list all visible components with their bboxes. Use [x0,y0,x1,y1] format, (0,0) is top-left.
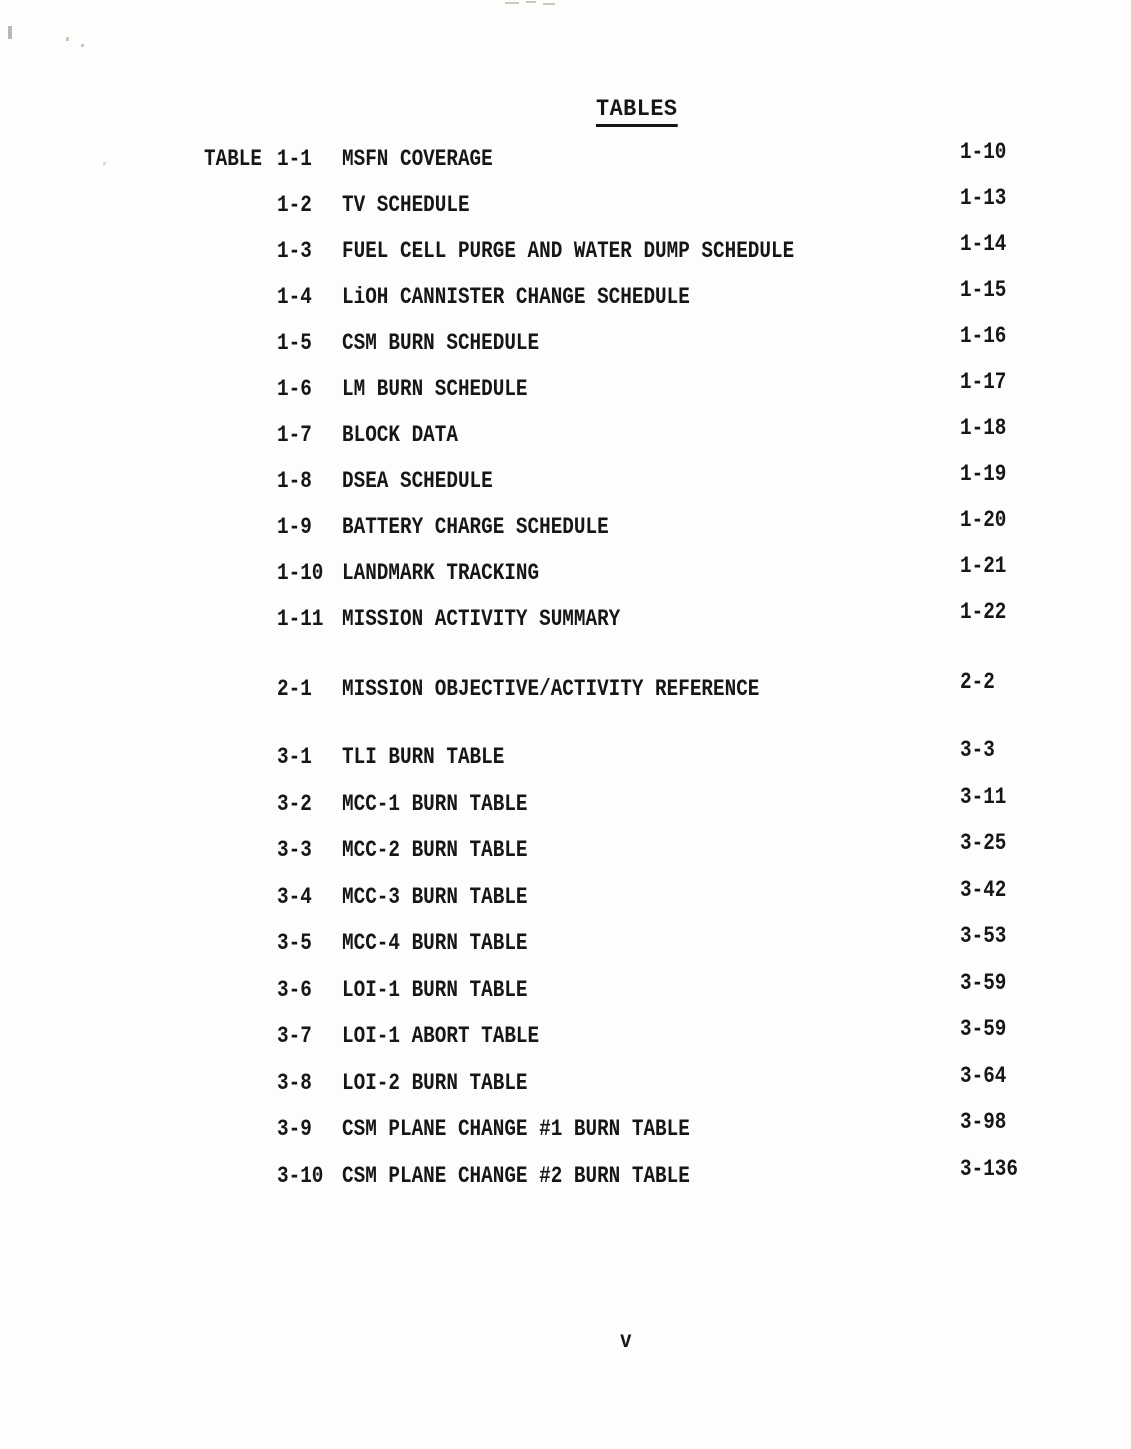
page-reference: 1-16 [960,323,1007,349]
table-title: MCC-2 BURN TABLE [342,837,528,863]
table-row [0,669,1131,724]
table-title: MCC-1 BURN TABLE [342,790,528,817]
page-reference: 1-13 [960,185,1007,211]
table-title: LOI-1 BURN TABLE [342,976,528,1003]
table-row [0,599,1131,654]
table-number: 3-8 [277,1069,312,1096]
toc-section-2 [0,669,1131,724]
table-title: MCC-3 BURN TABLE [342,883,528,910]
page-reference: 1-21 [960,553,1007,579]
table-number: 1-4 [277,284,312,310]
table-number: 1-7 [277,422,312,448]
table-number: 1-8 [277,468,312,494]
page-reference: 3-59 [960,969,1007,996]
table-number: 1-10 [277,560,324,586]
table-number: 3-6 [277,976,312,1003]
page-reference: 3-64 [960,1062,1007,1089]
table-title: CSM PLANE CHANGE #1 BURN TABLE [342,1116,690,1142]
page-reference: 1-14 [960,231,1007,257]
table-number: 1-6 [277,376,312,402]
page-reference: 1-22 [960,599,1007,625]
table-title: LOI-2 BURN TABLE [342,1069,528,1096]
table-number: 1-2 [277,192,312,218]
table-number: 3-10 [277,1162,324,1189]
table-title: LOI-1 ABORT TABLE [342,1023,540,1049]
table-number: 3-9 [277,1116,312,1142]
page-reference: 1-20 [960,507,1007,533]
row-prefix-label: TABLE [204,146,262,172]
page-reference: 3-59 [960,1016,1007,1042]
table-title: LANDMARK TRACKING [342,560,540,586]
table-number: 1-3 [277,238,312,264]
table-title: BLOCK DATA [342,422,458,448]
page-reference: 1-10 [960,139,1007,165]
scan-artifact [81,44,84,47]
toc-section-1 [0,139,1131,654]
scan-artifact [8,26,12,39]
table-number: 3-4 [277,883,312,910]
table-title: FUEL CELL PURGE AND WATER DUMP SCHEDULE [342,238,795,264]
table-title: TV SCHEDULE [342,192,470,218]
page-reference: 1-17 [960,369,1007,395]
table-title: LiOH CANNISTER CHANGE SCHEDULE [342,284,690,310]
scan-artifact [543,3,555,5]
page-reference: 2-2 [960,669,995,695]
scan-artifact [505,2,519,4]
scan-artifact [526,1,536,3]
page-reference: 3-98 [960,1109,1007,1135]
table-title: MSFN COVERAGE [342,146,493,172]
table-number: 3-2 [277,790,312,817]
toc-section-3 [0,737,1131,1211]
table-number: 3-1 [277,744,312,770]
page-number [620,1330,634,1353]
table-title: MISSION ACTIVITY SUMMARY [342,606,621,632]
table-number: 2-1 [277,676,312,702]
table-number: 1-5 [277,330,312,356]
table-title: MCC-4 BURN TABLE [342,930,528,956]
table-number: 1-1 [277,146,312,172]
scan-artifact [66,37,69,41]
page-reference: 1-18 [960,415,1007,441]
page-reference: 3-53 [960,923,1007,949]
page-title [596,96,682,127]
table-number: 1-11 [277,606,324,632]
table-title: CSM PLANE CHANGE #2 BURN TABLE [342,1162,690,1189]
table-row [0,1155,1131,1212]
page-reference: 3-25 [960,830,1007,856]
table-title: BATTERY CHARGE SCHEDULE [342,514,609,540]
page-reference: 3-42 [960,876,1007,903]
page-reference: 3-11 [960,783,1007,810]
table-title: DSEA SCHEDULE [342,468,493,494]
table-number: 3-7 [277,1023,312,1049]
tables-list [0,139,1131,1211]
table-title: TLI BURN TABLE [342,744,505,770]
page-number-text: v [620,1328,632,1354]
table-number: 1-9 [277,514,312,540]
page-reference: 1-15 [960,277,1007,303]
page-reference: 3-3 [960,737,995,763]
page-reference: 1-19 [960,461,1007,487]
page-reference: 3-136 [960,1155,1018,1182]
table-number: 3-5 [277,930,312,956]
table-title: MISSION OBJECTIVE/ACTIVITY REFERENCE [342,676,760,702]
table-number: 3-3 [277,837,312,863]
page-title-text: TABLES [596,98,678,127]
table-title: LM BURN SCHEDULE [342,376,528,402]
table-title: CSM BURN SCHEDULE [342,330,540,356]
